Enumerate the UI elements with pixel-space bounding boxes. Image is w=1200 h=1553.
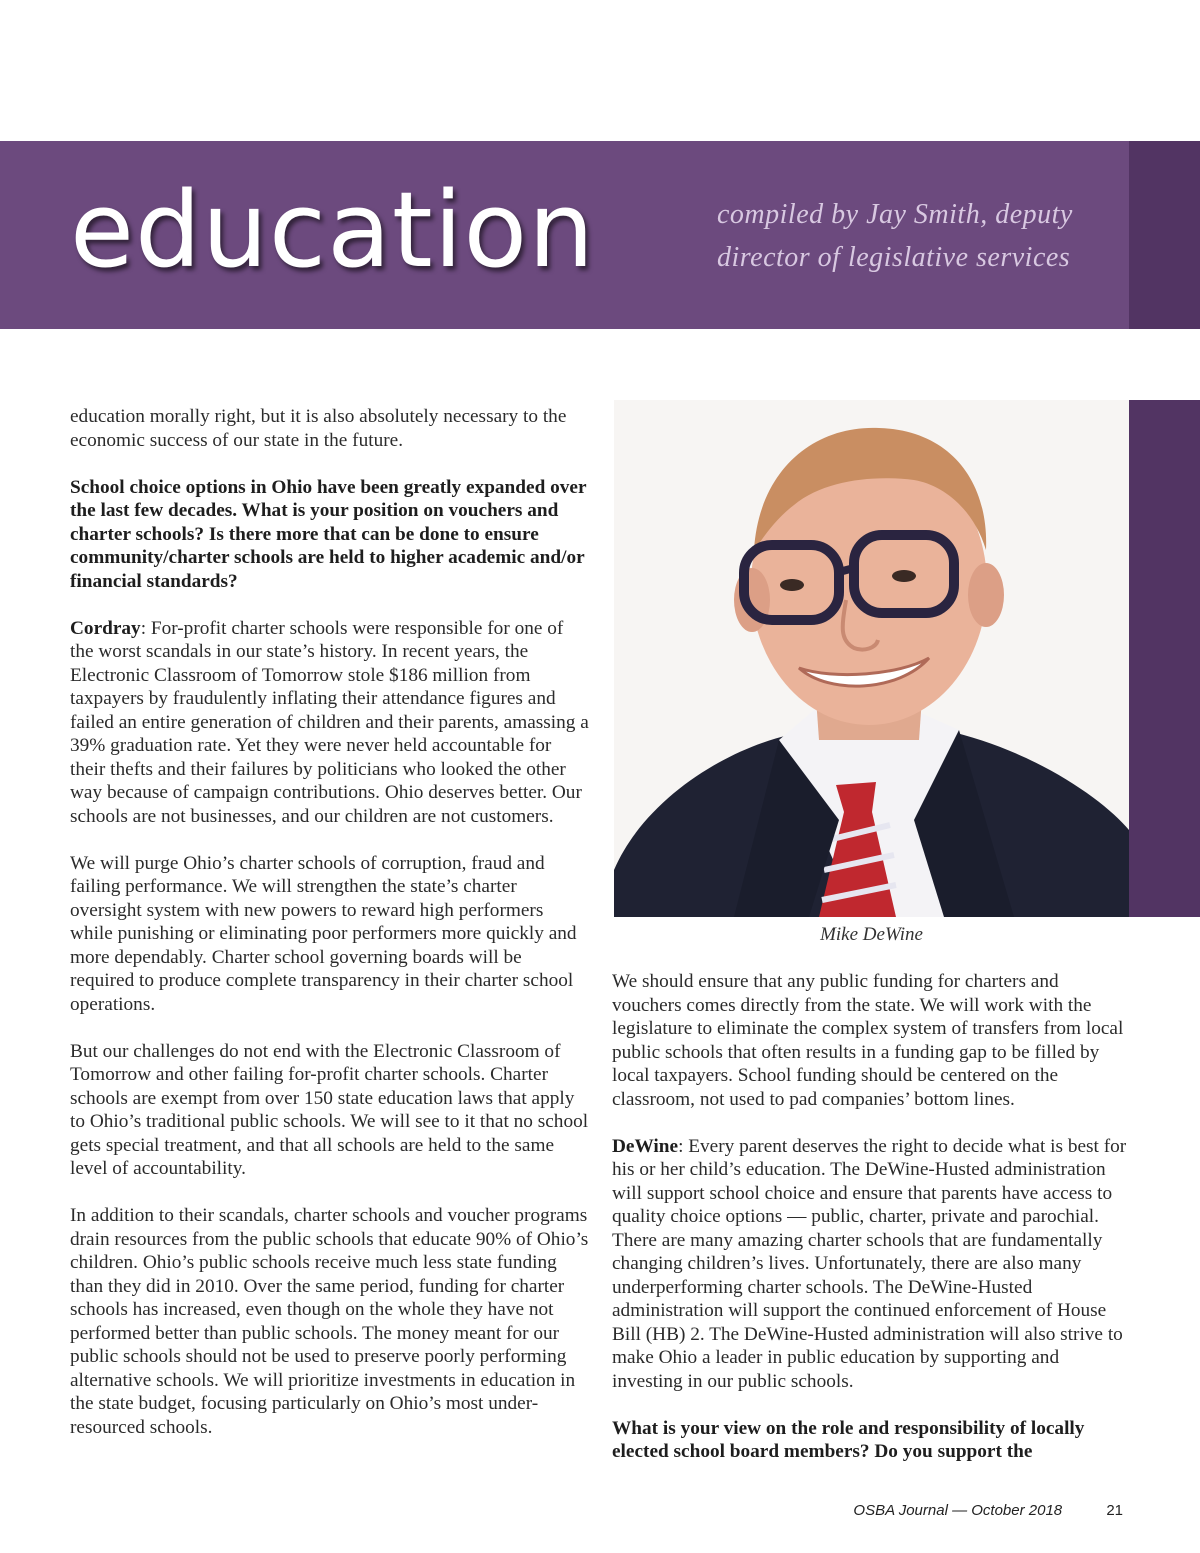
portrait-illustration xyxy=(614,400,1129,917)
speaker-cordray: Cordray xyxy=(70,617,141,639)
header-edge-tab xyxy=(1129,141,1200,329)
dewine-answer-text: : Every parent deserves the right to decide what is best for his or her child’s education. The DeWine-Husted administration will support school choice and ensure that parents have access to quality choice options — public, charter, private and parochial. There are many amazing charter schools that are fundamentally changing children’s lives. Unfortunately, there are also many underperforming charter schools. The DeWine-Husted administration will support the continued enforcement of House Bill (HB) 2. The DeWine-Husted administration will also strive to make Ohio a leader in public education by supporting and investing in our public schools. xyxy=(612,1135,1127,1392)
portrait-photo xyxy=(614,400,1129,917)
byline: compiled by Jay Smith, deputy director of legislative services xyxy=(717,199,1073,273)
cordray-answer-paragraph xyxy=(70,617,590,829)
publication-name: OSBA Journal — October 2018 xyxy=(853,1502,1063,1519)
dewine-answer-paragraph xyxy=(612,1135,1132,1394)
page-number: 21 xyxy=(1106,1502,1123,1519)
left-column xyxy=(70,405,590,1463)
side-edge-tab xyxy=(1129,400,1200,917)
right-column xyxy=(612,970,1132,1487)
cordray-paragraph-2: We will purge Ohio’s charter schools of corruption, fraud and failing performance. We will strengthen the state’s charter oversight system with new powers to reward high performers while punishing or eliminating poor performers more quickly and more dependably. Charter school governing boards will be required to produce complete transparency in their charter school operations. xyxy=(70,852,577,1015)
question-school-choice: School choice options in Ohio have been greatly expanded over the last few decades. What is your position on vouchers and charter schools? Is there more that can be done to ensure community/charter schools are held to higher academic and/or financial standards? xyxy=(70,476,587,592)
question-school-board-role: What is your view on the role and responsibility of locally elected school board members? Do you support the xyxy=(612,1417,1085,1462)
section-title: education xyxy=(70,169,596,291)
cordray-answer-text: : For-profit charter schools were responsible for one of the worst scandals in our state’s history. In recent years, the Electronic Classroom of Tomorrow stole $186 million from taxpayers by fraudulently inflating their attendance figures and failed an entire generation of children and their parents, amassing a 39% graduation rate. Yet they were never held accountable for their thefts and their failures by politicians who looked the other way because of campaign contributions. Ohio deserves better. Our schools are not businesses, and our children are not customers. xyxy=(70,617,589,827)
page-footer xyxy=(853,1502,1123,1519)
photo-caption: Mike DeWine xyxy=(820,924,923,945)
speaker-dewine: DeWine xyxy=(612,1135,679,1157)
cordray-paragraph-3: But our challenges do not end with the Electronic Classroom of Tomorrow and other failing for-profit charter schools. Charter schools are exempt from over 150 state education laws that apply to Ohio’s traditional public schools. We will see to it that no school gets special treatment, and that all schools are held to the same level of accountability. xyxy=(70,1040,589,1179)
cordray-paragraph-4: In addition to their scandals, charter schools and voucher programs drain resources from the public schools that educate 90% of Ohio’s children. Ohio’s public schools receive much less state funding than they did in 2010. Over the same period, funding for charter schools has increased, even though on the whole they have not performed better than public schools. The money meant for our public schools should not be used to preserve poorly performing alternative schools. We will prioritize investments in education in the state budget, focusing particularly on Ohio’s most under-resourced schools. xyxy=(70,1205,589,1438)
cordray-paragraph-5: We should ensure that any public funding for charters and vouchers comes directly from the state. We will work with the legislature to eliminate the complex system of transfers from local public schools that often results in a funding gap to be filled by local taxpayers. School funding should be centered on the classroom, not used to pad companies’ bottom lines. xyxy=(612,971,1124,1110)
paragraph-continued: education morally right, but it is also absolutely necessary to the economic success of our state in the future. xyxy=(70,406,567,451)
